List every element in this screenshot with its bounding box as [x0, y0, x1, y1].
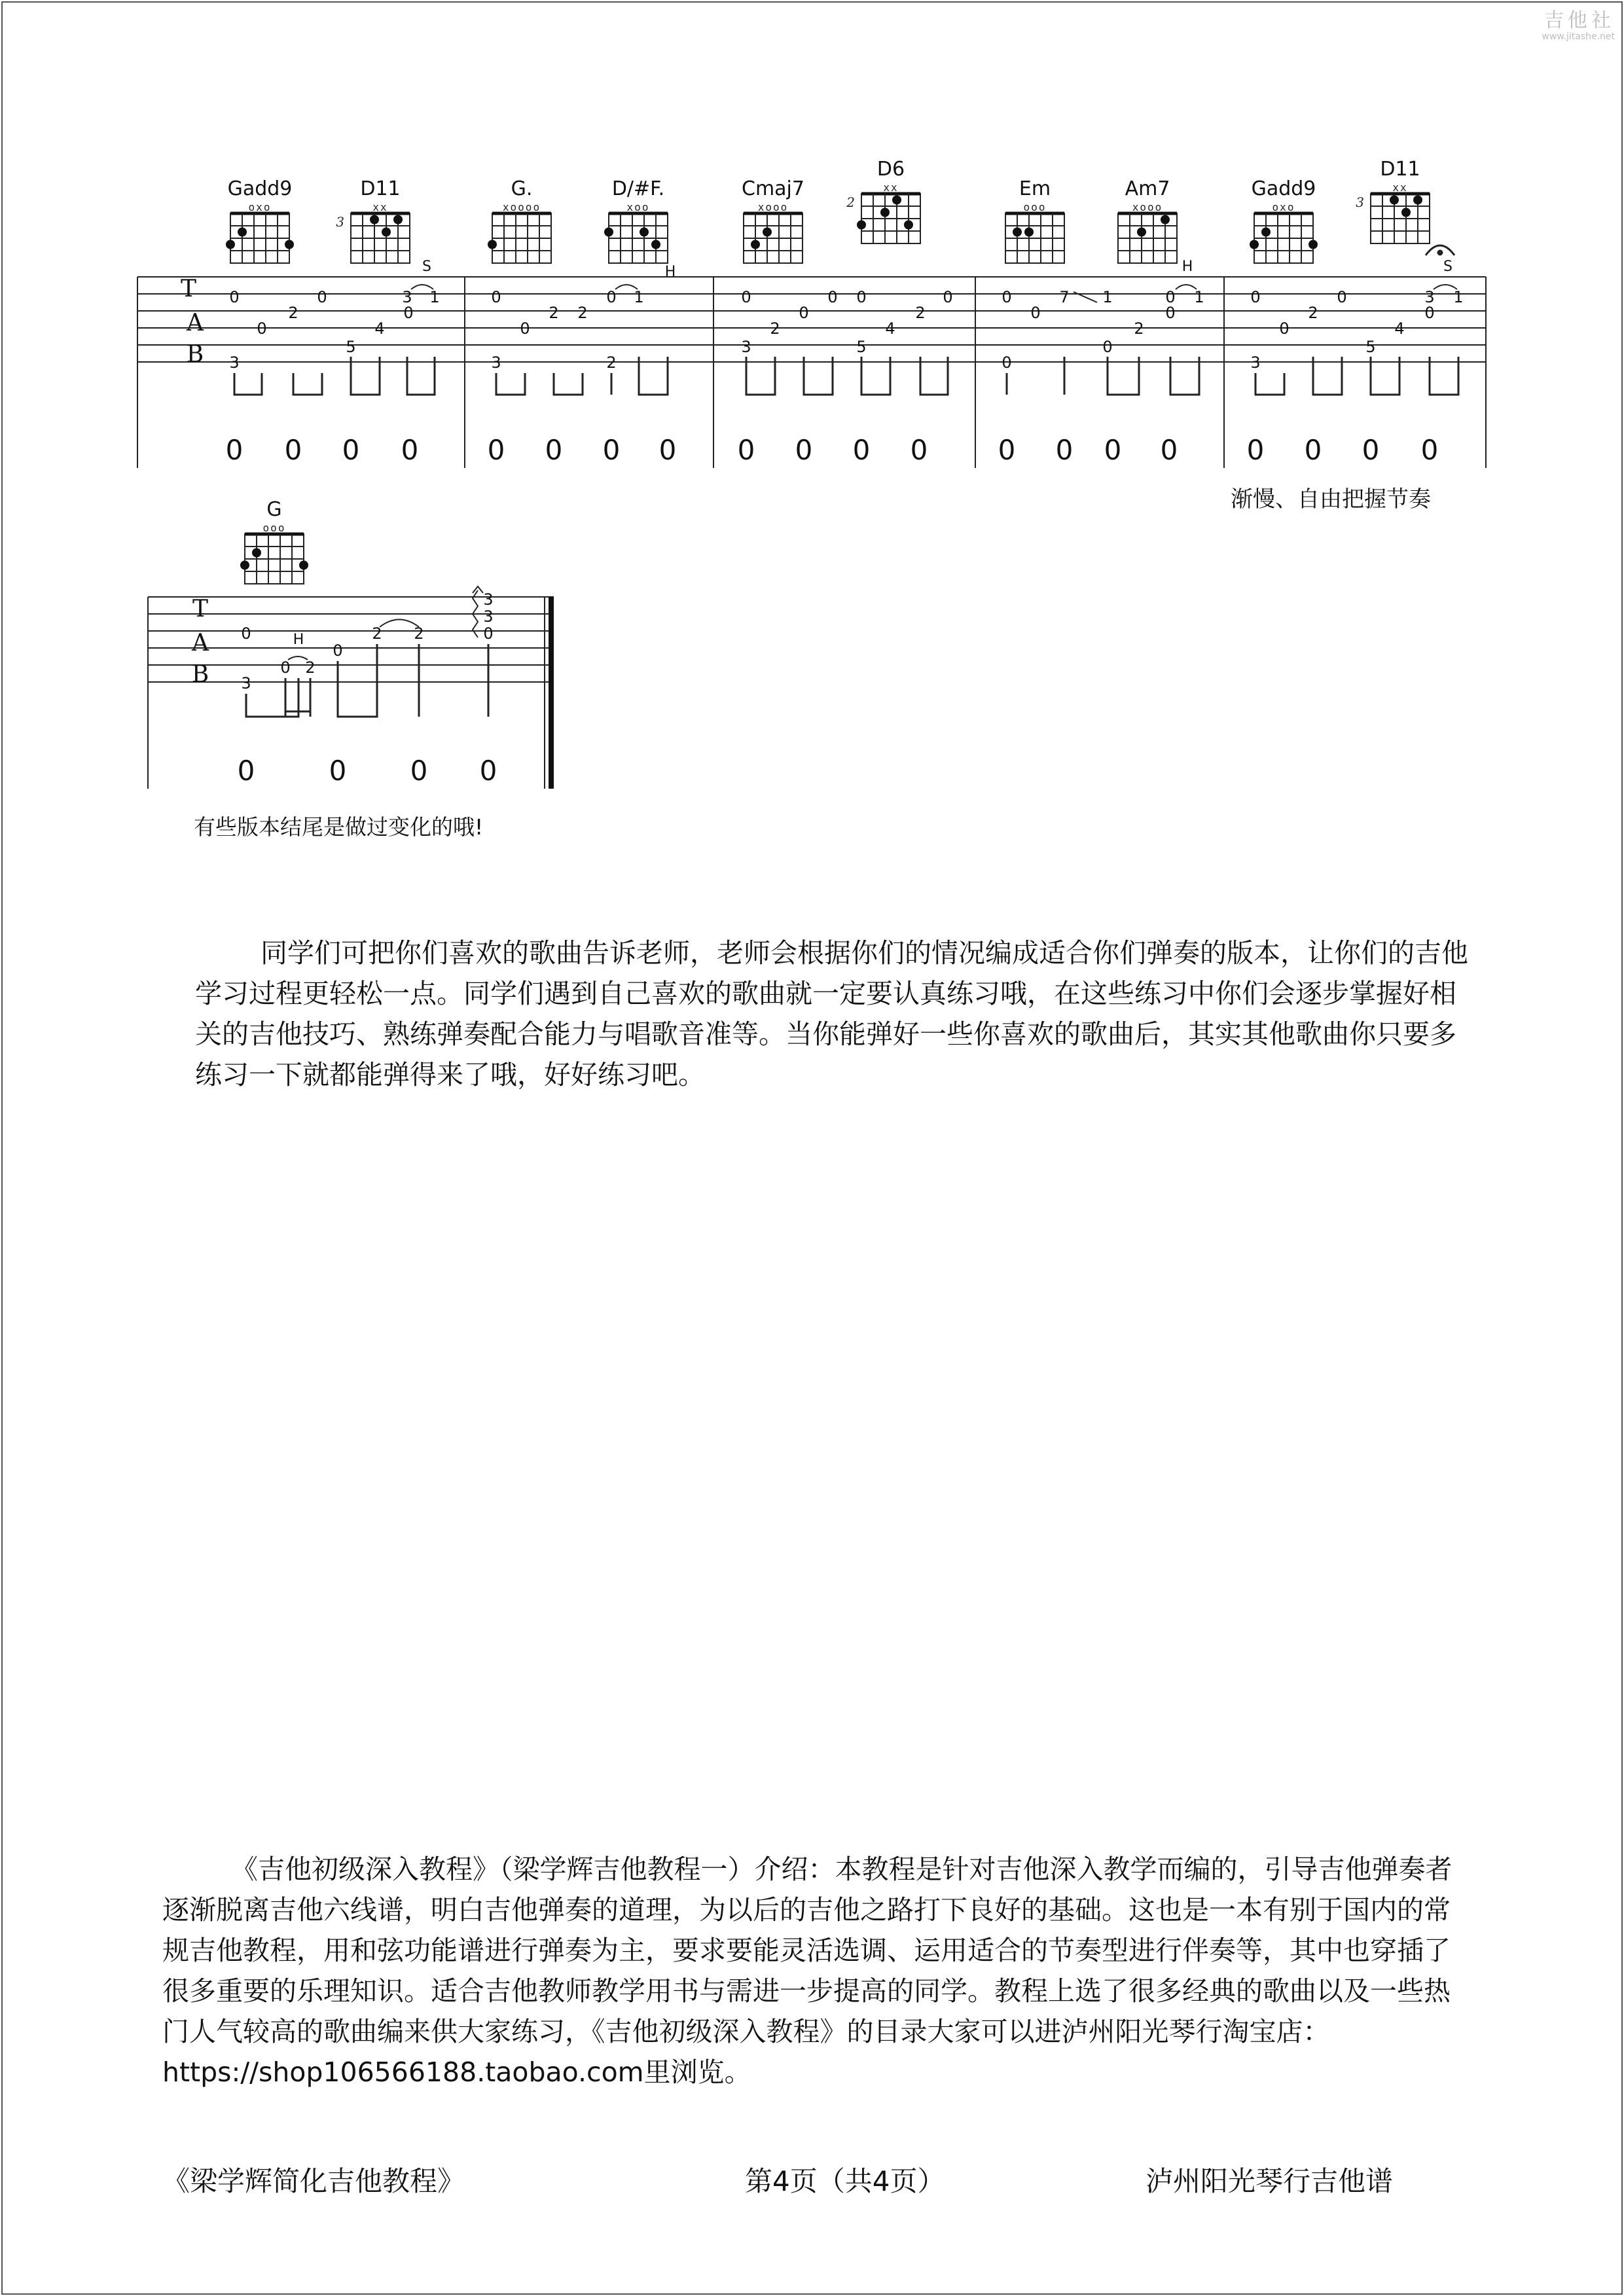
hammer-on-mark: H	[293, 632, 304, 648]
svg-text:2: 2	[1134, 319, 1144, 338]
clef-B: B	[186, 341, 204, 368]
svg-text:2: 2	[1308, 304, 1318, 322]
svg-text:0: 0	[741, 288, 751, 306]
clef-A: A	[192, 630, 209, 656]
svg-text:2: 2	[372, 624, 382, 643]
hammer-on-mark: H	[664, 264, 676, 280]
svg-text:5: 5	[856, 338, 867, 356]
svg-text:5: 5	[1365, 338, 1376, 356]
open-mute-markers: xx	[1392, 181, 1408, 194]
chord-name: D/#F.	[611, 177, 665, 200]
chord-name: D6	[876, 158, 905, 181]
beat-digit: 0	[1362, 434, 1380, 466]
svg-text:0: 0	[856, 288, 867, 306]
svg-text:4: 4	[885, 319, 895, 338]
watermark-logo-text: 吉他社	[1544, 9, 1615, 32]
beat-digit: 0	[329, 755, 347, 787]
finger-dot	[370, 215, 379, 224]
svg-text:0: 0	[1030, 304, 1041, 322]
svg-text:3: 3	[229, 353, 240, 372]
chord-name: Em	[1019, 177, 1051, 200]
finger-dot	[1401, 208, 1411, 217]
svg-text:2: 2	[305, 658, 316, 677]
svg-text:3: 3	[483, 607, 494, 626]
svg-text:2: 2	[414, 624, 424, 643]
svg-text:7: 7	[1059, 288, 1070, 306]
row1-tab-clef	[181, 276, 204, 368]
chord-name: D11	[360, 177, 401, 200]
chord-diagram	[742, 177, 804, 263]
finger-dot	[238, 228, 247, 237]
finger-dot	[226, 240, 235, 249]
chord-diagram	[240, 498, 308, 584]
chord-name: G.	[511, 177, 533, 200]
svg-text:0: 0	[606, 288, 617, 306]
svg-text:0: 0	[280, 658, 291, 677]
finger-dot	[857, 221, 866, 230]
svg-text:0: 0	[1424, 304, 1435, 322]
row1-fermata	[1426, 245, 1454, 255]
slide-mark: S	[1443, 259, 1453, 275]
chord-diagram	[1356, 158, 1430, 243]
finger-dot	[880, 208, 890, 217]
chord-diagram	[488, 177, 551, 263]
chord-diagram	[1005, 177, 1064, 263]
svg-text:2: 2	[549, 304, 559, 322]
finger-dot	[240, 561, 249, 570]
hammer-on-mark: H	[1182, 259, 1193, 275]
beat-digit: 0	[1055, 434, 1074, 466]
beat-digit: 0	[910, 434, 928, 466]
teacher-note-paragraph: 同学们可把你们喜欢的歌曲告诉老师，老师会根据你们的情况编成适合你们弹奏的版本，让你们的吉他学习过程更轻松一点。同学们遇到自己喜欢的歌曲就一定要认真练习哦，在这些练习中你们会逐步掌握好相关的吉他技巧、熟练弹奏配合能力与唱歌音准等。当你能弹好一些你喜欢的歌曲后，其实其他歌曲你只要多练习一下就都能弹得来了哦，好好练习吧。	[195, 937, 1468, 1090]
guitar-tab-score	[0, 0, 1624, 851]
svg-text:2: 2	[606, 353, 617, 372]
finger-dot	[1250, 240, 1259, 249]
svg-text:2: 2	[577, 304, 588, 322]
finger-dot	[1161, 215, 1170, 224]
beat-digit: 0	[602, 434, 621, 466]
open-mute-markers: ooo	[1023, 201, 1047, 213]
svg-text:0: 0	[241, 624, 251, 643]
beat-digit: 0	[1304, 434, 1322, 466]
svg-text:0: 0	[799, 304, 809, 322]
beat-digit: 0	[1104, 434, 1122, 466]
svg-text:4: 4	[374, 319, 385, 338]
footer-book-title: 《梁学辉简化吉他教程》	[162, 2165, 465, 2197]
beat-digit: 0	[479, 755, 497, 787]
open-mute-markers: xx	[883, 181, 899, 194]
finger-dot	[763, 228, 772, 237]
svg-text:5: 5	[346, 338, 356, 356]
beat-digit: 0	[225, 434, 244, 466]
row2-tab-clef	[191, 596, 209, 688]
svg-text:0: 0	[943, 288, 953, 306]
beat-digit: 0	[401, 434, 419, 466]
finger-dot	[651, 240, 660, 249]
finger-dot	[1261, 228, 1271, 237]
svg-text:0: 0	[1279, 319, 1290, 338]
footer-publisher: 泸州阳光琴行吉他谱	[1146, 2165, 1394, 2197]
fret-number-label: 3	[1356, 194, 1364, 210]
svg-text:0: 0	[520, 319, 530, 338]
chord-name: Cmaj7	[742, 177, 804, 200]
svg-text:0: 0	[257, 319, 267, 338]
finger-dot	[1013, 228, 1022, 237]
beat-digit: 0	[342, 434, 360, 466]
chord-name: D11	[1380, 158, 1420, 181]
finger-dot	[1390, 196, 1399, 205]
open-mute-markers: xx	[372, 201, 388, 213]
svg-text:1: 1	[1194, 288, 1204, 306]
fret-number-label: 3	[336, 214, 344, 230]
svg-text:0: 0	[1102, 338, 1113, 356]
finger-dot	[892, 196, 901, 205]
finger-dot	[393, 215, 403, 224]
svg-text:3: 3	[483, 590, 494, 609]
finger-dot	[604, 228, 613, 237]
finger-dot	[904, 221, 913, 230]
svg-text:0: 0	[1250, 288, 1261, 306]
fret-number-label: 2	[846, 194, 855, 210]
svg-text:3: 3	[491, 353, 501, 372]
book-intro-paragraph: 《吉他初级深入教程》（梁学辉吉他教程一）介绍：本教程是针对吉他深入教学而编的，引导吉他弹奏者逐渐脱离吉他六线谱，明白吉他弹奏的道理，为以后的吉他之路打下良好的基础。这也是一本有别于国内的常规吉他教程，用和弦功能谱进行弹奏为主，要求要能灵活选调、运用适合的节奏型进行伴奏等，其中也穿插了很多重要的乐理知识。适合吉他教师教学用书与需进一步提高的同学。教程上选了很多经典的歌曲以及一些热门人气较高的歌曲编来供大家练习，《吉他初级深入教程》的目录大家可以进泸州阳光琴行淘宝店：https://shop106566188.taobao.com里浏览。	[162, 1854, 1453, 2088]
tempo-instruction: 渐慢、自由把握节奏	[1231, 486, 1431, 512]
clef-T: T	[180, 276, 197, 302]
finger-dot	[1024, 228, 1034, 237]
svg-text:1: 1	[634, 288, 644, 306]
final-barline	[549, 597, 554, 789]
beat-digit: 0	[737, 434, 755, 466]
finger-dot	[382, 228, 391, 237]
row1-chord-diagrams	[226, 158, 1430, 263]
finger-dot	[1137, 228, 1146, 237]
finger-dot	[751, 240, 760, 249]
clef-B: B	[191, 661, 209, 688]
svg-text:2: 2	[770, 319, 780, 338]
svg-text:0: 0	[491, 288, 501, 306]
svg-text:0: 0	[229, 288, 240, 306]
svg-text:1: 1	[1102, 288, 1113, 306]
beat-digit: 0	[659, 434, 677, 466]
svg-text:0: 0	[1001, 288, 1012, 306]
svg-text:1: 1	[429, 288, 440, 306]
clef-A: A	[187, 310, 204, 336]
finger-dot	[488, 240, 497, 249]
row2-rhythm-stems	[246, 644, 488, 717]
open-mute-markers: oxo	[248, 201, 272, 213]
slide-mark: S	[422, 259, 431, 275]
finger-dot	[640, 228, 649, 237]
row1-tab-numbers	[229, 288, 1463, 372]
svg-text:0: 0	[483, 624, 494, 643]
finger-dot	[252, 548, 261, 558]
row2-technique-marks	[293, 632, 304, 648]
beat-digit: 0	[998, 434, 1016, 466]
beat-digit: 0	[795, 434, 813, 466]
chord-diagram	[846, 158, 920, 243]
beat-digit: 0	[284, 434, 302, 466]
svg-text:0: 0	[317, 288, 327, 306]
chord-diagram	[336, 177, 410, 263]
clef-T: T	[192, 596, 209, 622]
ending-note: 有些版本结尾是做过变化的哦!	[194, 814, 484, 840]
svg-text:0: 0	[1001, 353, 1012, 372]
beat-digit: 0	[545, 434, 563, 466]
open-mute-markers: xoo	[626, 201, 650, 213]
svg-text:4: 4	[1394, 319, 1405, 338]
chord-name: Gadd9	[227, 177, 293, 200]
finger-dot	[1413, 196, 1422, 205]
beat-digit: 0	[1246, 434, 1265, 466]
open-mute-markers: oxo	[1272, 201, 1295, 213]
open-mute-markers: xoooo	[502, 201, 541, 213]
beat-digit: 0	[237, 755, 255, 787]
svg-text:0: 0	[403, 304, 414, 322]
svg-text:3: 3	[741, 338, 751, 356]
watermark-url: www.jitashe.net	[1542, 31, 1615, 42]
chord-diagram	[1118, 177, 1177, 263]
open-mute-markers: ooo	[262, 522, 286, 534]
chord-name: Am7	[1125, 177, 1170, 200]
beat-digit: 0	[1160, 434, 1178, 466]
svg-text:0: 0	[827, 288, 838, 306]
chord-name: G	[266, 498, 282, 521]
row2-tab-numbers	[241, 590, 493, 692]
beat-digit: 0	[410, 755, 428, 787]
svg-text:2: 2	[915, 304, 926, 322]
chord-diagram	[1250, 177, 1318, 263]
row2-chord-diagrams	[240, 498, 308, 584]
svg-text:0: 0	[333, 641, 343, 660]
svg-text:0: 0	[1165, 304, 1176, 322]
open-mute-markers: xooo	[757, 201, 789, 213]
chord-name: Gadd9	[1251, 177, 1316, 200]
chord-diagram	[226, 177, 294, 263]
footer-page-number: 第4页（共4页）	[745, 2165, 945, 2197]
svg-text:0: 0	[1337, 288, 1347, 306]
row2-beat-digits	[238, 755, 497, 787]
row1-beat-digits	[226, 434, 1439, 466]
svg-text:1: 1	[1453, 288, 1464, 306]
beat-digit: 0	[1420, 434, 1439, 466]
beat-digit: 0	[487, 434, 505, 466]
finger-dot	[299, 561, 308, 570]
finger-dot	[285, 240, 294, 249]
open-mute-markers: xooo	[1132, 201, 1163, 213]
svg-text:3: 3	[241, 674, 251, 692]
beat-digit: 0	[852, 434, 871, 466]
finger-dot	[1308, 240, 1318, 249]
svg-text:0: 0	[1165, 288, 1176, 306]
svg-text:3: 3	[1250, 353, 1261, 372]
chord-diagram	[604, 177, 668, 263]
svg-text:3: 3	[402, 288, 412, 306]
svg-text:3: 3	[1424, 288, 1435, 306]
svg-text:2: 2	[288, 304, 298, 322]
